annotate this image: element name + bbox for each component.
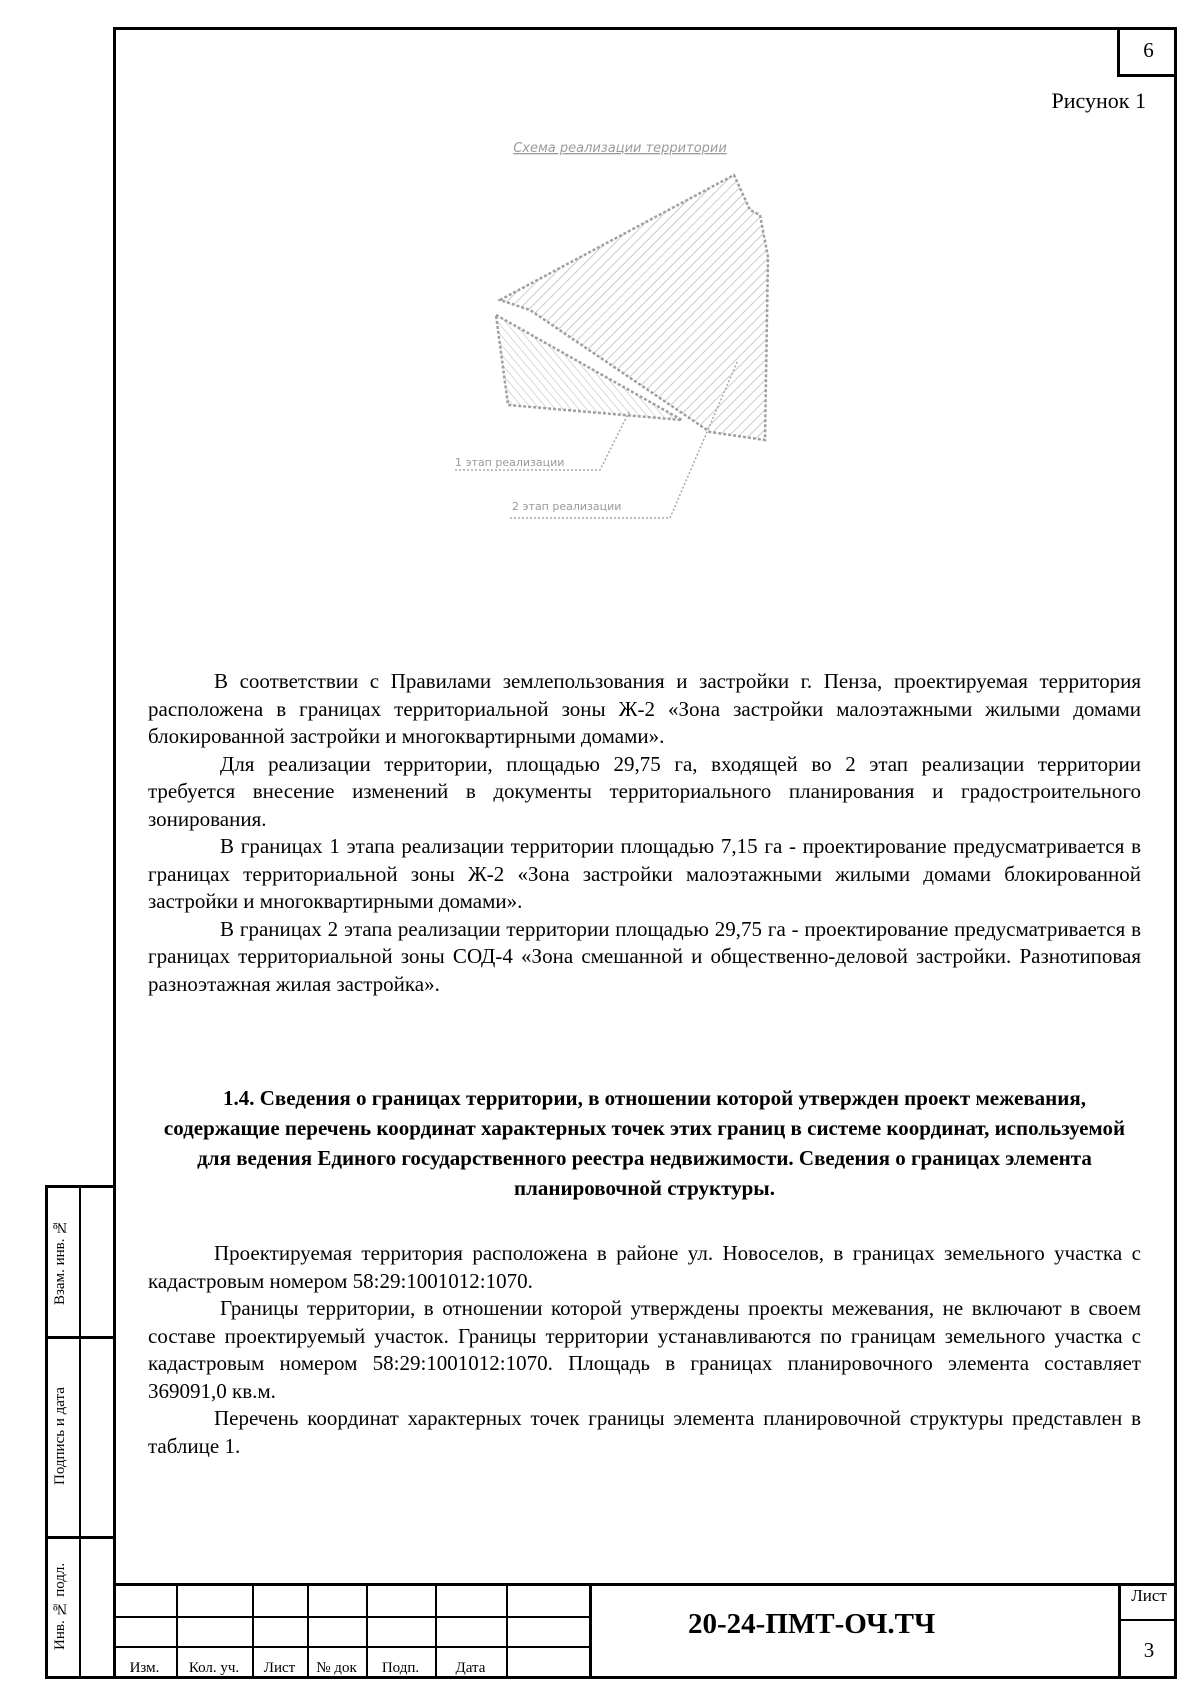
stage2-label: 2 этап реализации: [512, 500, 622, 513]
boundaries-text: [148, 1240, 1141, 1460]
inv-podl-label: Инв. № подл.: [52, 1562, 68, 1650]
stage1-label: 1 этап реализации: [455, 456, 565, 469]
sheet-label: Лист: [1131, 1586, 1167, 1605]
stamp-kol-uch: Кол. уч.: [188, 1660, 240, 1676]
section-heading-text: 1.4. Сведения о границах территории, в отношении которой утвержден проект межевания, содержащие перечень координат характерных точек этих границ в системе координат, используемой для ведения Единого государственного реестра недвижимости. Сведения о границах элемента планировочной структуры.: [163, 1086, 1126, 1200]
vzam-inv-label: Взам. инв. №: [52, 1218, 68, 1306]
paragraph: Для реализации территории, площадью 29,75 га, входящей во 2 этап реализации территории требуется внесение изменений в документы территориального планирования и градостроительного зонирования.: [148, 751, 1141, 831]
section-heading: [148, 1083, 1141, 1203]
document-code: 20-24-ПМТ-ОЧ.ТЧ: [688, 1608, 936, 1640]
stamp-podp: Подп.: [381, 1660, 420, 1676]
stamp-n-dok: № док: [316, 1660, 357, 1676]
territory-scheme: [455, 140, 870, 600]
zoning-text: [148, 668, 1141, 998]
figure-caption: Рисунок 1: [1051, 88, 1146, 113]
side-stamp: [45, 1185, 116, 1679]
page-number: 6: [1117, 27, 1177, 77]
stamp-list: Лист: [263, 1660, 296, 1676]
paragraph: В соответствии с Правилами землепользования и застройки г. Пенза, проектируемая территория расположена в границах территориальной зоны Ж-2 «Зона застройки малоэтажными жилыми домами блокированной застройки и многоквартирными домами».: [148, 669, 1141, 748]
paragraph: Границы территории, в отношении которой утверждены проекты межевания, не включают в своем составе проектируемый участок. Границы территории устанавливаются по границам земельного участка с кадастровым номером 58:29:1001012:1070. Площадь в границах планировочного элемента составляет 369091,0 кв.м.: [148, 1296, 1141, 1403]
stamp-data: Дата: [455, 1660, 486, 1676]
stamp-izm: Изм.: [129, 1660, 160, 1676]
scheme-title: Схема реализации территории: [513, 141, 727, 156]
podpis-data-label: Подпись и дата: [52, 1387, 68, 1485]
paragraph: Проектируемая территория расположена в районе ул. Новоселов, в границах земельного участка с кадастровым номером 58:29:1001012:1070.: [148, 1241, 1141, 1293]
paragraph: Перечень координат характерных точек границы элемента планировочной структуры представлен в таблице 1.: [148, 1406, 1141, 1458]
paragraph: В границах 1 этапа реализации территории площадью 7,15 га - проектирование предусматривается в границах территориальной зоны Ж-2 «Зона застройки малоэтажными жилыми домами блокированной застройки и многоквартирными домами».: [148, 834, 1141, 913]
sheet-number: 3: [1143, 1638, 1155, 1662]
paragraph: В границах 2 этапа реализации территории площадью 29,75 га - проектирование предусматривается в границах территориальной зоны СОД-4 «Зона смешанной и общественно-деловой застройки. Разнотиповая разноэтажная жилая застройка».: [148, 916, 1141, 996]
